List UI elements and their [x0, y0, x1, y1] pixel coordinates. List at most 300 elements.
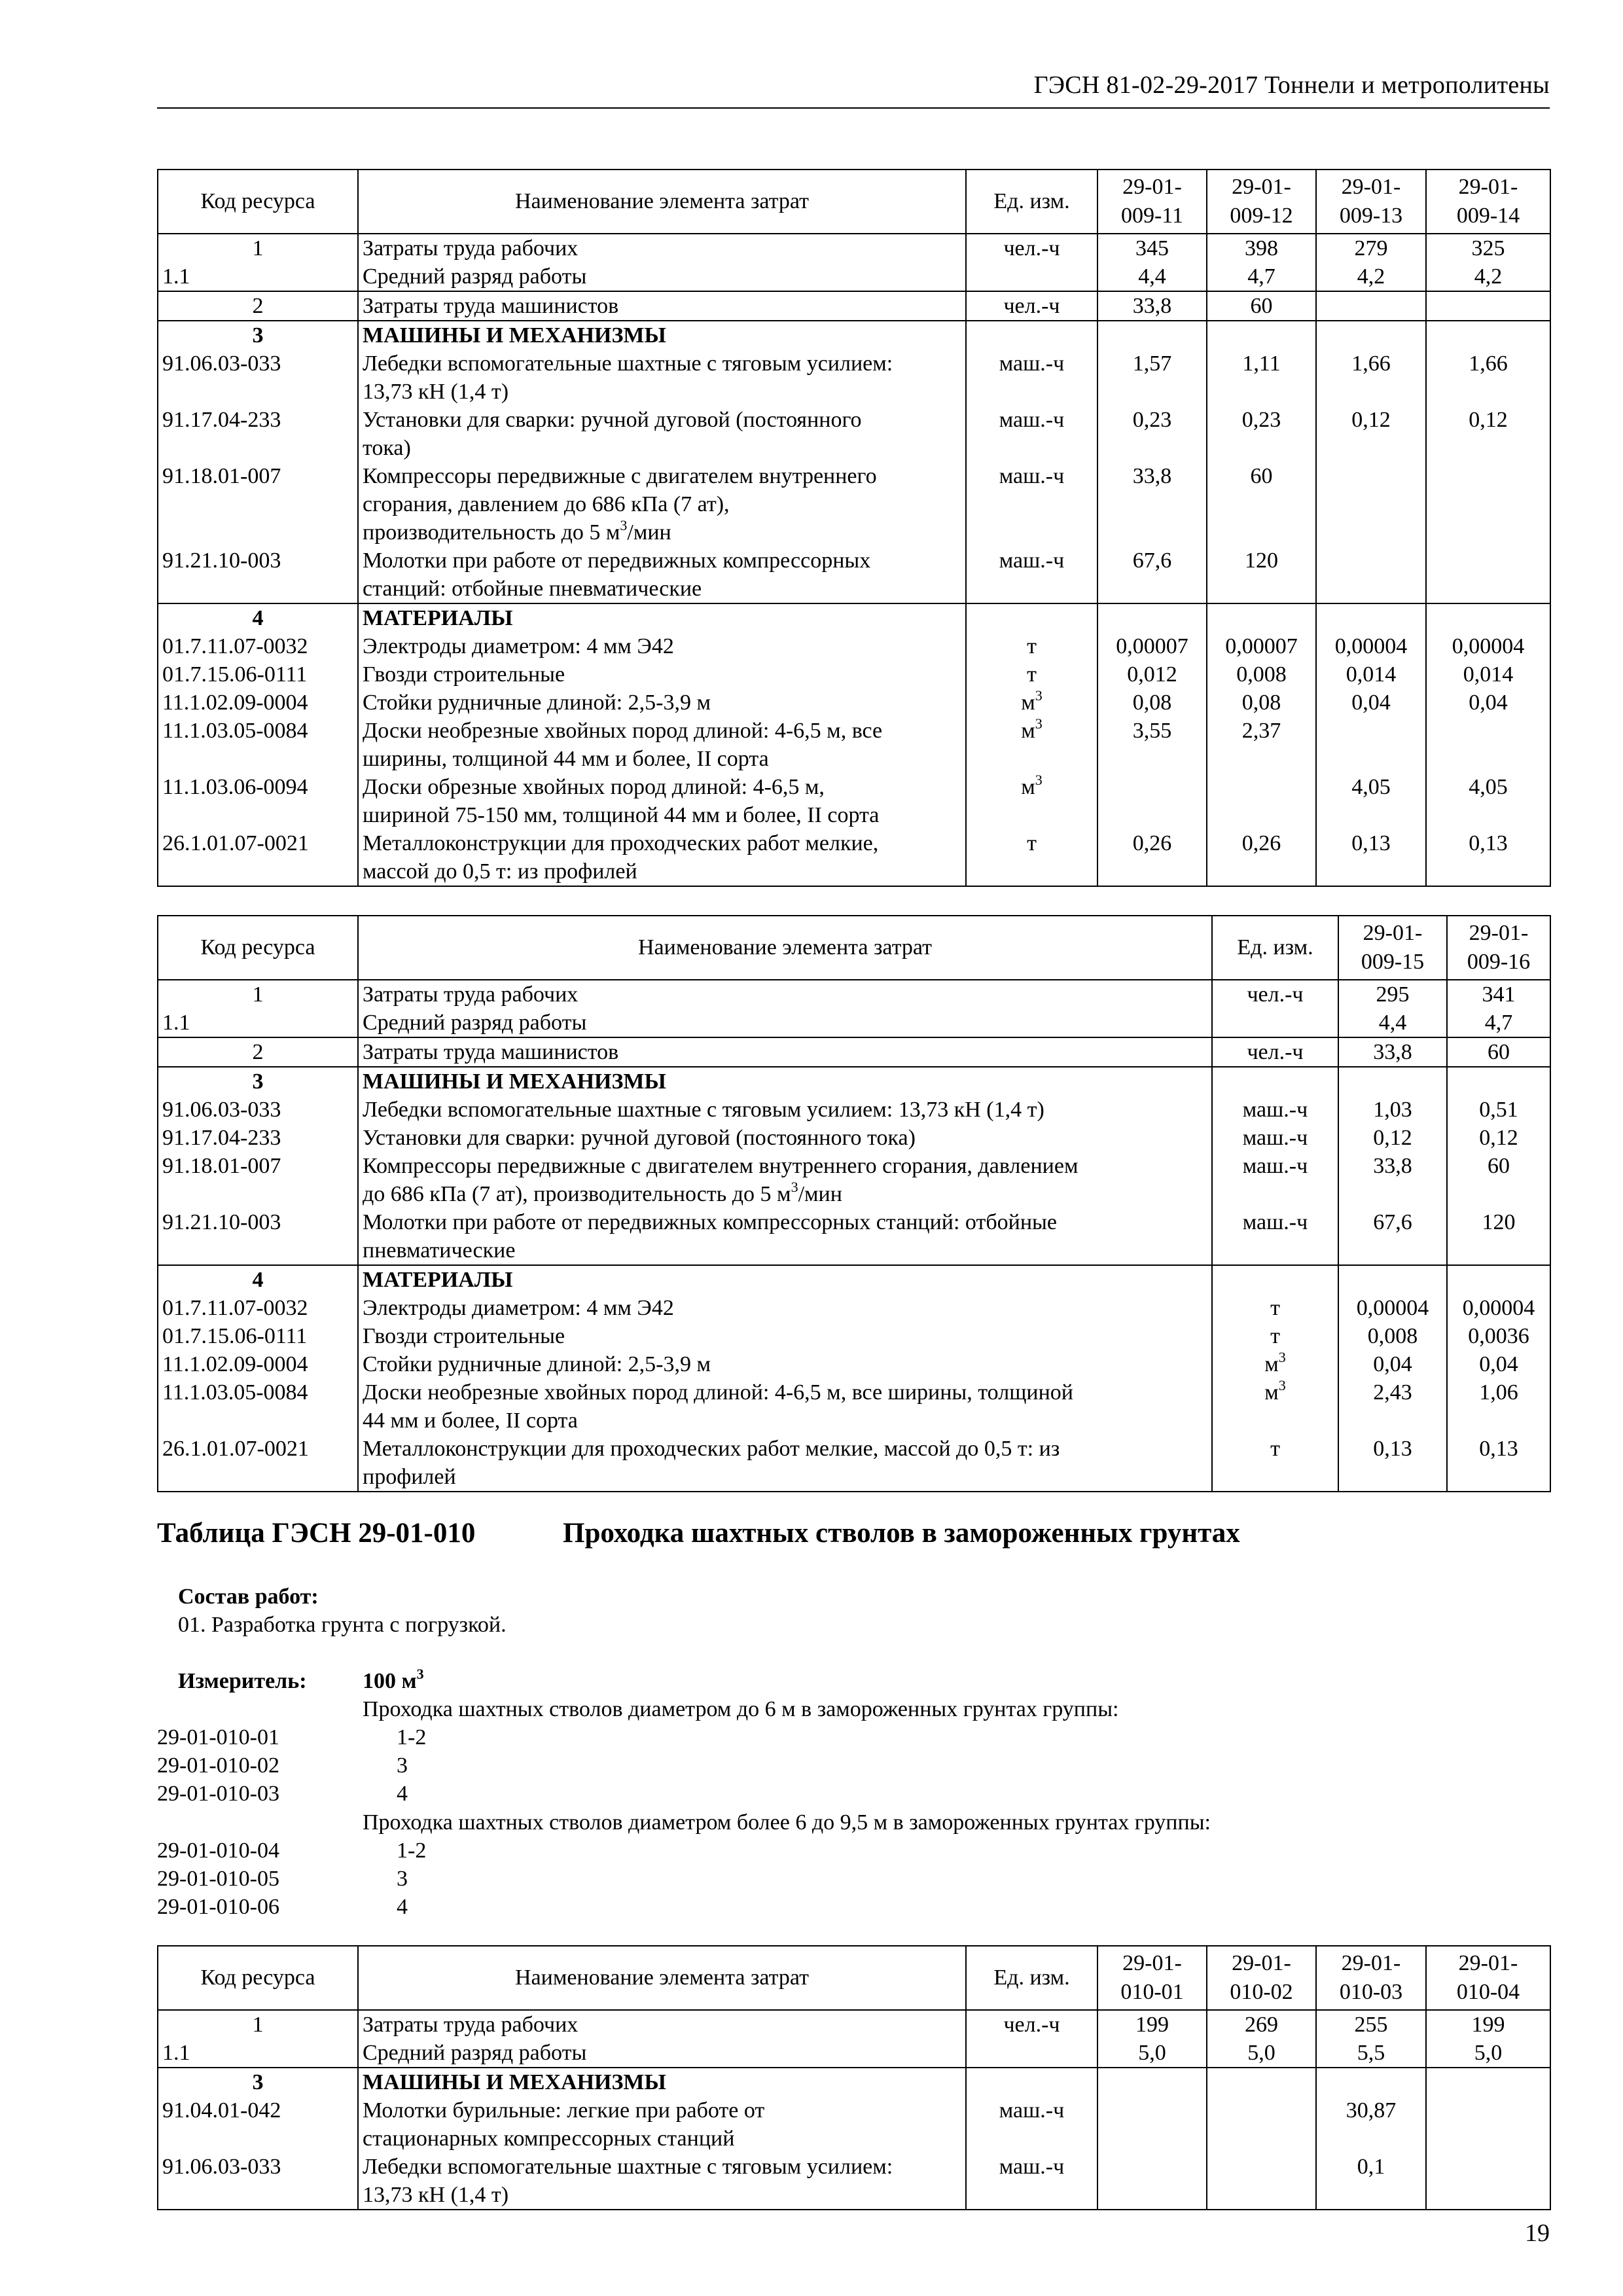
resource-unit: $м^3$: [1212, 1350, 1338, 1378]
soil-group: 1-2: [397, 1725, 427, 1749]
resource-code: 1.1: [158, 2039, 358, 2068]
resource-value: 199: [1097, 2010, 1207, 2039]
resource-code: 26.1.01.07-0021: [158, 829, 358, 886]
resource-value: 0,008: [1338, 1322, 1447, 1350]
resource-name-line: станций: отбойные пневматические: [363, 577, 702, 601]
table-row: [158, 2039, 1550, 2068]
resource-name: [358, 547, 966, 603]
resource-name: [358, 406, 966, 462]
resource-value: [1316, 547, 1426, 603]
norm-code-line: 29-01-: [1458, 175, 1518, 199]
resource-value: [1097, 2068, 1207, 2096]
resource-table-009-11-14: [157, 169, 1551, 887]
resource-unit: $м^3$: [1212, 1378, 1338, 1435]
resource-name: [358, 262, 966, 291]
resource-value: 325: [1426, 234, 1550, 262]
resource-name: [358, 829, 966, 886]
norm-code-line: 009-12: [1230, 204, 1293, 228]
resource-value: [1207, 603, 1316, 632]
table-row: [158, 291, 1550, 321]
resource-value: [1426, 547, 1550, 603]
resource-value: 0,26: [1207, 829, 1316, 886]
table-row: [158, 1208, 1550, 1265]
resource-name-line: стационарных компрессорных станций: [363, 2126, 735, 2151]
resource-code: 26.1.01.07-0021: [158, 1435, 358, 1492]
resource-name: [358, 1208, 1212, 1265]
resource-value: [1316, 462, 1426, 547]
norm-code-line: 29-01-: [1363, 921, 1423, 945]
soil-group: 1-2: [397, 1839, 427, 1863]
meter-label: Измеритель:: [178, 1669, 307, 1693]
resource-code: 01.7.15.06-0111: [158, 660, 358, 689]
resource-value: [1097, 2096, 1207, 2153]
norm-code-line: 29-01-: [1232, 175, 1291, 199]
resource-table-010-01-04: [157, 1945, 1551, 2210]
table-row: [158, 829, 1550, 886]
resource-value: 0,1: [1316, 2153, 1426, 2210]
resource-name: [358, 2068, 966, 2096]
resource-name: [358, 462, 966, 547]
resource-value: [1207, 2096, 1316, 2153]
resource-code: 11.1.02.09-0004: [158, 689, 358, 717]
table-row: [158, 1350, 1550, 1378]
table-row: [158, 234, 1550, 262]
resource-value: 60: [1207, 462, 1316, 547]
resource-code: 91.18.01-007: [158, 462, 358, 547]
norm-code-line: 29-01-: [1469, 921, 1529, 945]
resource-code: 3: [158, 321, 358, 350]
resource-value: 279: [1316, 234, 1426, 262]
resource-value: [1316, 291, 1426, 321]
col-header-unit: Ед. изм.: [1212, 916, 1338, 980]
resource-code: 3: [158, 1067, 358, 1096]
table-row: [158, 660, 1550, 689]
resource-value: 0,014: [1426, 660, 1550, 689]
resource-value: 120: [1207, 547, 1316, 603]
resource-name: [358, 1067, 1212, 1096]
table-row: [158, 717, 1550, 773]
resource-unit: маш.-ч: [966, 406, 1097, 462]
resource-value: 0,008: [1207, 660, 1316, 689]
resource-value: [1316, 603, 1426, 632]
resource-name: [358, 2010, 966, 2039]
resource-code: 11.1.03.05-0084: [158, 1378, 358, 1435]
resource-name: [358, 603, 966, 632]
resource-name: [358, 1124, 1212, 1152]
resource-value: 1,66: [1426, 350, 1550, 406]
resource-name-line: Затраты труда рабочих: [363, 236, 579, 260]
resource-value: 0,12: [1426, 406, 1550, 462]
resource-unit: маш.-ч: [1212, 1096, 1338, 1124]
table-title-code: Таблица ГЭСН 29-01-010: [157, 1518, 476, 1549]
resource-code: 91.06.03-033: [158, 350, 358, 406]
meter-value: 100 $м^3$: [363, 1666, 424, 1693]
resource-name-line: ширины, толщиной 44 мм и более, II сорта: [363, 747, 769, 771]
norm-code-line: 009-14: [1456, 204, 1520, 228]
resource-value: [1207, 2068, 1316, 2096]
resource-code: 91.06.03-033: [158, 2153, 358, 2210]
resource-value: [1207, 2153, 1316, 2210]
table-row: [158, 1096, 1550, 1124]
resource-name-line: Лебедки вспомогательные шахтные с тяговым усилием:: [363, 351, 893, 376]
resource-value: 0,13: [1426, 829, 1550, 886]
resource-name-line: шириной 75-150 мм, толщиной 44 мм и более, II сорта: [363, 803, 880, 827]
resource-value: 60: [1447, 1037, 1550, 1067]
resource-value: 60: [1207, 291, 1316, 321]
resource-name-line: Затраты труда машинистов: [363, 294, 619, 318]
resource-name-line: Металлоконструкции для проходческих работ мелкие, массой до 0,5 т: из: [363, 1437, 1060, 1461]
resource-name-line: Средний разряд работы: [363, 264, 587, 289]
resource-unit: маш.-ч: [1212, 1208, 1338, 1265]
resource-code: 3: [158, 2068, 358, 2096]
resource-name: [358, 632, 966, 660]
resource-code: 2: [158, 1037, 358, 1067]
resource-code: 4: [158, 1265, 358, 1294]
resource-name: [358, 660, 966, 689]
resource-code: 1: [158, 234, 358, 262]
table-header-row: [158, 1946, 1550, 2010]
resource-name-line: Электроды диаметром: 4 мм Э42: [363, 634, 674, 658]
col-header-norm: [1447, 916, 1550, 980]
norm-code-line: 29-01-: [1232, 1951, 1291, 1975]
norm-code-line: 010-04: [1456, 1980, 1520, 2004]
resource-name: [358, 980, 1212, 1009]
norm-code-line: 29-01-: [1341, 175, 1401, 199]
resource-value: [1338, 1265, 1447, 1294]
resource-value: [1316, 717, 1426, 773]
table-row: [158, 462, 1550, 547]
resource-value: 67,6: [1097, 547, 1207, 603]
resource-name: [358, 1378, 1212, 1435]
resource-value: 5,5: [1316, 2039, 1426, 2068]
resource-value: 0,012: [1097, 660, 1207, 689]
resource-value: 0,04: [1426, 689, 1550, 717]
resource-value: 0,13: [1338, 1435, 1447, 1492]
resource-name-line: производительность до 5 $м^3$/мин: [363, 517, 671, 545]
table-row: [158, 1037, 1550, 1067]
resource-name-line: Стойки рудничные длиной: 2,5-3,9 м: [363, 1352, 711, 1376]
resource-value: [1097, 773, 1207, 829]
resource-value: [1426, 291, 1550, 321]
resource-name: [358, 717, 966, 773]
resource-value: 269: [1207, 2010, 1316, 2039]
resource-name-line: сгорания, давлением до 686 кПа (7 ат),: [363, 492, 730, 516]
resource-value: 199: [1426, 2010, 1550, 2039]
resource-value: [1426, 717, 1550, 773]
resource-value: 0,51: [1447, 1096, 1550, 1124]
resource-unit: [966, 2039, 1097, 2068]
resource-value: 3,55: [1097, 717, 1207, 773]
resource-unit: т: [1212, 1435, 1338, 1492]
resource-name: [358, 1152, 1212, 1208]
resource-value: 33,8: [1338, 1037, 1447, 1067]
resource-value: [1316, 321, 1426, 350]
resource-name-line: Гвозди строительные: [363, 662, 565, 687]
resource-value: 33,8: [1338, 1152, 1447, 1208]
resource-value: [1338, 1067, 1447, 1096]
resource-code: 01.7.15.06-0111: [158, 1322, 358, 1350]
table-row: [158, 321, 1550, 350]
resource-name-line: Молотки при работе от передвижных компрессорных: [363, 548, 871, 573]
norm-code: 29-01-010-02: [157, 1753, 279, 1778]
norm-code-line: 29-01-: [1122, 1951, 1182, 1975]
resource-unit: маш.-ч: [1212, 1152, 1338, 1208]
resource-value: 0,014: [1316, 660, 1426, 689]
resource-name: [358, 689, 966, 717]
resource-value: 0,12: [1338, 1124, 1447, 1152]
resource-name: [358, 350, 966, 406]
resource-value: 1,06: [1447, 1378, 1550, 1435]
resource-table-009-15-16: [157, 915, 1551, 1492]
resource-name-line: Средний разряд работы: [363, 1011, 587, 1035]
resource-name: [358, 1037, 1212, 1067]
group2-title: Проходка шахтных стволов диаметром более 6 до 9,5 м в замороженных грунтах группы:: [363, 1810, 1211, 1835]
resource-unit: $м^3$: [966, 773, 1097, 829]
resource-value: 120: [1447, 1208, 1550, 1265]
norm-code-line: 009-13: [1339, 204, 1403, 228]
table-row: [158, 1294, 1550, 1322]
resource-code: 91.04.01-042: [158, 2096, 358, 2153]
resource-unit: маш.-ч: [966, 2096, 1097, 2153]
resource-name-line: 44 мм и более, II сорта: [363, 1408, 578, 1433]
norm-code: 29-01-010-03: [157, 1782, 279, 1806]
resource-value: 1,57: [1097, 350, 1207, 406]
resource-name: [358, 1009, 1212, 1037]
resource-value: 2,37: [1207, 717, 1316, 773]
col-header-name: Наименование элемента затрат: [358, 916, 1212, 980]
table-row: [158, 2010, 1550, 2039]
resource-unit: [1212, 1265, 1338, 1294]
resource-unit: чел.-ч: [1212, 1037, 1338, 1067]
norm-code-line: 010-01: [1120, 1980, 1184, 2004]
table-row: [158, 773, 1550, 829]
soil-group: 4: [397, 1895, 408, 1919]
resource-name-line: Доски обрезные хвойных пород длиной: 4-6,5 м,: [363, 775, 825, 799]
resource-value: 4,7: [1207, 262, 1316, 291]
table-row: [158, 689, 1550, 717]
resource-name: [358, 1265, 1212, 1294]
resource-name-line: МАШИНЫ И МЕХАНИЗМЫ: [363, 323, 666, 348]
col-header-unit: Ед. изм.: [966, 170, 1097, 234]
resource-name: [358, 291, 966, 321]
resource-name: [358, 1096, 1212, 1124]
resource-unit: чел.-ч: [966, 234, 1097, 262]
norm-code-line: 009-15: [1361, 950, 1425, 974]
table-row: [158, 2153, 1550, 2210]
resource-name: [358, 2153, 966, 2210]
norm-code-line: 009-11: [1120, 204, 1184, 228]
resource-unit: $м^3$: [966, 689, 1097, 717]
resource-value: [1447, 1067, 1550, 1096]
resource-name-line: Доски необрезные хвойных пород длиной: 4-6,5 м, все ширины, толщиной: [363, 1380, 1073, 1405]
composition-item: 01. Разработка грунта с погрузкой.: [178, 1613, 507, 1637]
resource-value: 4,7: [1447, 1009, 1550, 1037]
resource-value: 0,13: [1447, 1435, 1550, 1492]
norm-code: 29-01-010-05: [157, 1867, 279, 1891]
resource-unit: чел.-ч: [1212, 980, 1338, 1009]
table-title: [157, 1517, 1240, 1549]
resource-name-line: до 686 кПа (7 ат), производительность до 5 $м^3$/мин: [363, 1179, 842, 1206]
resource-value: [1426, 321, 1550, 350]
norm-code-line: 29-01-: [1341, 1951, 1401, 1975]
resource-name-line: Стойки рудничные длиной: 2,5-3,9 м: [363, 691, 711, 715]
resource-value: 0,08: [1207, 689, 1316, 717]
col-header-code: Код ресурса: [158, 916, 358, 980]
resource-value: 0,00007: [1097, 632, 1207, 660]
resource-name: [358, 234, 966, 262]
col-header-norm: [1207, 170, 1316, 234]
resource-unit: маш.-ч: [966, 547, 1097, 603]
resource-name-line: Гвозди строительные: [363, 1324, 565, 1348]
resource-name: [358, 321, 966, 350]
resource-value: [1426, 462, 1550, 547]
resource-name: [358, 773, 966, 829]
resource-value: 0,12: [1316, 406, 1426, 462]
resource-value: 0,04: [1338, 1350, 1447, 1378]
resource-value: 60: [1447, 1152, 1550, 1208]
col-header-unit: Ед. изм.: [966, 1946, 1097, 2010]
resource-name-line: массой до 0,5 т: из профилей: [363, 859, 637, 884]
resource-value: 4,4: [1338, 1009, 1447, 1037]
resource-value: [1097, 321, 1207, 350]
resource-name-line: тока): [363, 436, 411, 460]
resource-value: 4,4: [1097, 262, 1207, 291]
resource-value: 30,87: [1316, 2096, 1426, 2153]
resource-name-line: МАШИНЫ И МЕХАНИЗМЫ: [363, 1069, 666, 1094]
resource-unit: [966, 262, 1097, 291]
resource-value: 0,04: [1316, 689, 1426, 717]
resource-value: 2,43: [1338, 1378, 1447, 1435]
resource-value: 1,03: [1338, 1096, 1447, 1124]
superscript: 3: [1035, 687, 1043, 704]
page-number: 19: [1525, 2219, 1550, 2247]
resource-code: 01.7.11.07-0032: [158, 632, 358, 660]
resource-name-line: Лебедки вспомогательные шахтные с тяговым усилием: 13,73 кН (1,4 т): [363, 1098, 1044, 1122]
table-row: [158, 2068, 1550, 2096]
resource-name-line: Компрессоры передвижные с двигателем внутреннего сгорания, давлением: [363, 1154, 1079, 1178]
resource-unit: [1212, 1067, 1338, 1096]
table-header-row: [158, 170, 1550, 234]
resource-value: 0,04: [1447, 1350, 1550, 1378]
soil-group: 3: [397, 1867, 408, 1891]
resource-value: [1447, 1265, 1550, 1294]
resource-value: 4,2: [1316, 262, 1426, 291]
resource-value: 295: [1338, 980, 1447, 1009]
resource-name-line: Доски необрезные хвойных пород длиной: 4-6,5 м, все: [363, 719, 883, 743]
superscript: 3: [791, 1179, 798, 1195]
resource-name-line: пневматические: [363, 1238, 516, 1263]
resource-value: [1426, 603, 1550, 632]
resource-name-line: Компрессоры передвижные с двигателем внутреннего: [363, 464, 877, 488]
resource-unit: маш.-ч: [966, 350, 1097, 406]
resource-value: 398: [1207, 234, 1316, 262]
col-header-norm: [1097, 170, 1207, 234]
resource-name-line: Установки для сварки: ручной дуговой (постоянного тока): [363, 1126, 916, 1150]
resource-unit: маш.-ч: [1212, 1124, 1338, 1152]
table-row: [158, 406, 1550, 462]
col-header-name: Наименование элемента затрат: [358, 170, 966, 234]
superscript: 3: [620, 517, 628, 533]
norm-code: 29-01-010-04: [157, 1839, 279, 1863]
resource-value: 1,11: [1207, 350, 1316, 406]
resource-name-line: профилей: [363, 1465, 456, 1489]
resource-code: 91.06.03-033: [158, 1096, 358, 1124]
group1-title: Проходка шахтных стволов диаметром до 6 м в замороженных грунтах группы:: [363, 1697, 1119, 1721]
table-row: [158, 1435, 1550, 1492]
table-title-name: Проходка шахтных стволов в замороженных грунтах: [563, 1518, 1240, 1549]
resource-value: 67,6: [1338, 1208, 1447, 1265]
resource-value: 345: [1097, 234, 1207, 262]
table-row: [158, 1378, 1550, 1435]
header-divider: [157, 107, 1550, 109]
table-row: [158, 350, 1550, 406]
resource-value: 0,26: [1097, 829, 1207, 886]
resource-value: 0,00004: [1447, 1294, 1550, 1322]
table-header-row: [158, 916, 1550, 980]
norm-code-line: 29-01-: [1122, 175, 1182, 199]
resource-unit: [966, 603, 1097, 632]
resource-name: [358, 1294, 1212, 1322]
resource-code: 91.17.04-233: [158, 1124, 358, 1152]
resource-value: 33,8: [1097, 291, 1207, 321]
table-row: [158, 1009, 1550, 1037]
resource-name-line: МАТЕРИАЛЫ: [363, 606, 513, 630]
resource-code: 4: [158, 603, 358, 632]
resource-code: 11.1.02.09-0004: [158, 1350, 358, 1378]
norm-code-line: 29-01-: [1458, 1951, 1518, 1975]
resource-code: 1: [158, 2010, 358, 2039]
resource-value: 4,05: [1426, 773, 1550, 829]
resource-value: [1426, 2096, 1550, 2153]
resource-name-line: Затраты труда рабочих: [363, 2013, 579, 2037]
resource-value: [1097, 603, 1207, 632]
resource-value: 0,13: [1316, 829, 1426, 886]
composition-label: Состав работ:: [178, 1585, 319, 1609]
col-header-norm: [1426, 170, 1550, 234]
table-row: [158, 547, 1550, 603]
resource-name-line: Металлоконструкции для проходческих работ мелкие,: [363, 831, 879, 855]
resource-name: [358, 2096, 966, 2153]
resource-code: 1: [158, 980, 358, 1009]
resource-unit: т: [1212, 1294, 1338, 1322]
resource-code: 91.18.01-007: [158, 1152, 358, 1208]
resource-value: 0,23: [1207, 406, 1316, 462]
resource-value: 0,0036: [1447, 1322, 1550, 1350]
resource-value: 0,00004: [1338, 1294, 1447, 1322]
resource-value: 255: [1316, 2010, 1426, 2039]
resource-name-line: 13,73 кН (1,4 т): [363, 2183, 509, 2207]
resource-name-line: Электроды диаметром: 4 мм Э42: [363, 1296, 674, 1320]
resource-value: 341: [1447, 980, 1550, 1009]
resource-value: 33,8: [1097, 462, 1207, 547]
resource-value: [1316, 2068, 1426, 2096]
table-row: [158, 1124, 1550, 1152]
superscript: 3: [1278, 1349, 1286, 1365]
superscript: 3: [1035, 772, 1043, 788]
resource-code: 2: [158, 291, 358, 321]
resource-value: 5,0: [1207, 2039, 1316, 2068]
resource-name-line: Затраты труда машинистов: [363, 1040, 619, 1064]
resource-value: 5,0: [1097, 2039, 1207, 2068]
soil-group: 3: [397, 1753, 408, 1778]
resource-name: [358, 1322, 1212, 1350]
col-header-code: Код ресурса: [158, 170, 358, 234]
table-row: [158, 1265, 1550, 1294]
resource-name: [358, 2039, 966, 2068]
resource-code: 91.21.10-003: [158, 547, 358, 603]
superscript: 3: [1035, 715, 1043, 732]
resource-name-line: Средний разряд работы: [363, 2041, 587, 2065]
